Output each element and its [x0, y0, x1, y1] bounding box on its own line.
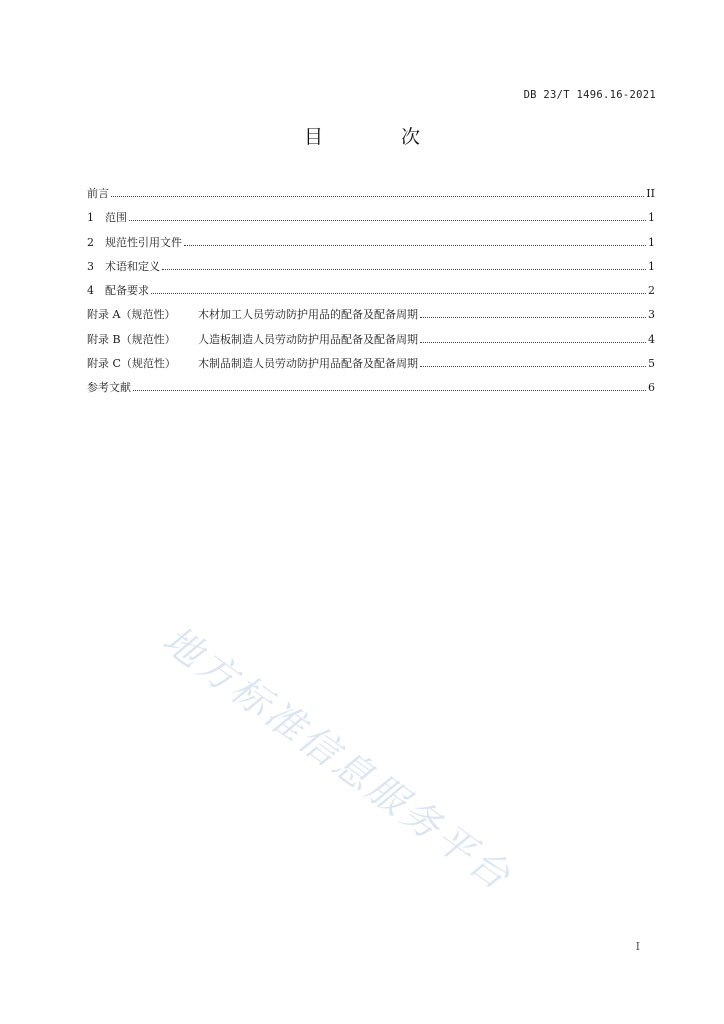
toc-dot-leader — [162, 269, 646, 270]
toc-entry-page: 4 — [648, 332, 655, 346]
toc-entry-number: 4 — [87, 284, 94, 298]
page-number: I — [635, 940, 640, 953]
toc-entry-requirements[interactable] — [87, 283, 655, 307]
toc-entry-number: 2 — [87, 235, 94, 249]
toc-entry-label: 人造板制造人员劳动防护用品配备及配备周期 — [198, 332, 418, 346]
toc-entry-page: 1 — [648, 259, 655, 273]
toc-entry-page: 6 — [648, 381, 655, 395]
toc-entry-label: 前言 — [87, 187, 109, 200]
toc-entry-page: 2 — [648, 284, 655, 298]
toc-annex-label: 附录 A（规范性） — [87, 308, 176, 322]
toc-entry-label: 术语和定义 — [105, 259, 160, 273]
toc-dot-leader — [420, 366, 646, 367]
document-code: DB 23/T 1496.16-2021 — [523, 89, 656, 101]
toc-entry-label: 参考文献 — [87, 381, 131, 395]
watermark-text: 地方标准信息服务平台 — [154, 617, 521, 900]
table-of-contents — [87, 186, 655, 405]
toc-entry-number: 3 — [87, 259, 94, 273]
toc-dot-leader — [133, 390, 646, 391]
toc-annex-label: 附录 B（规范性） — [87, 332, 176, 346]
toc-entry-annex-a[interactable] — [87, 307, 655, 331]
toc-entry-normative-references[interactable] — [87, 235, 655, 259]
toc-entry-page: 3 — [648, 308, 655, 322]
toc-entry-scope[interactable] — [87, 210, 655, 234]
toc-annex-label: 附录 C（规范性） — [87, 357, 176, 371]
toc-entry-label: 木制品制造人员劳动防护用品配备及配备周期 — [198, 357, 418, 371]
toc-entry-page: II — [646, 187, 655, 200]
toc-entry-annex-c[interactable] — [87, 356, 655, 380]
toc-entry-page: 5 — [648, 357, 655, 371]
toc-dot-leader — [420, 317, 646, 318]
toc-dot-leader — [151, 293, 646, 294]
toc-entry-page: 1 — [648, 211, 655, 225]
toc-dot-leader — [129, 220, 646, 221]
toc-entry-page: 1 — [648, 235, 655, 249]
toc-dot-leader — [111, 196, 644, 197]
toc-entry-label: 配备要求 — [105, 284, 149, 298]
toc-entry-annex-b[interactable] — [87, 332, 655, 356]
toc-entry-label: 范围 — [105, 211, 127, 225]
toc-entry-number: 1 — [87, 211, 94, 225]
page-title: 目 次 — [303, 126, 457, 148]
toc-entry-label: 木材加工人员劳动防护用品的配备及配备周期 — [198, 308, 418, 322]
toc-entry-bibliography[interactable] — [87, 380, 655, 404]
toc-entry-terms-definitions[interactable] — [87, 259, 655, 283]
toc-dot-leader — [420, 342, 646, 343]
toc-dot-leader — [184, 245, 646, 246]
toc-entry-label: 规范性引用文件 — [105, 235, 182, 249]
toc-entry-foreword[interactable] — [87, 186, 655, 210]
